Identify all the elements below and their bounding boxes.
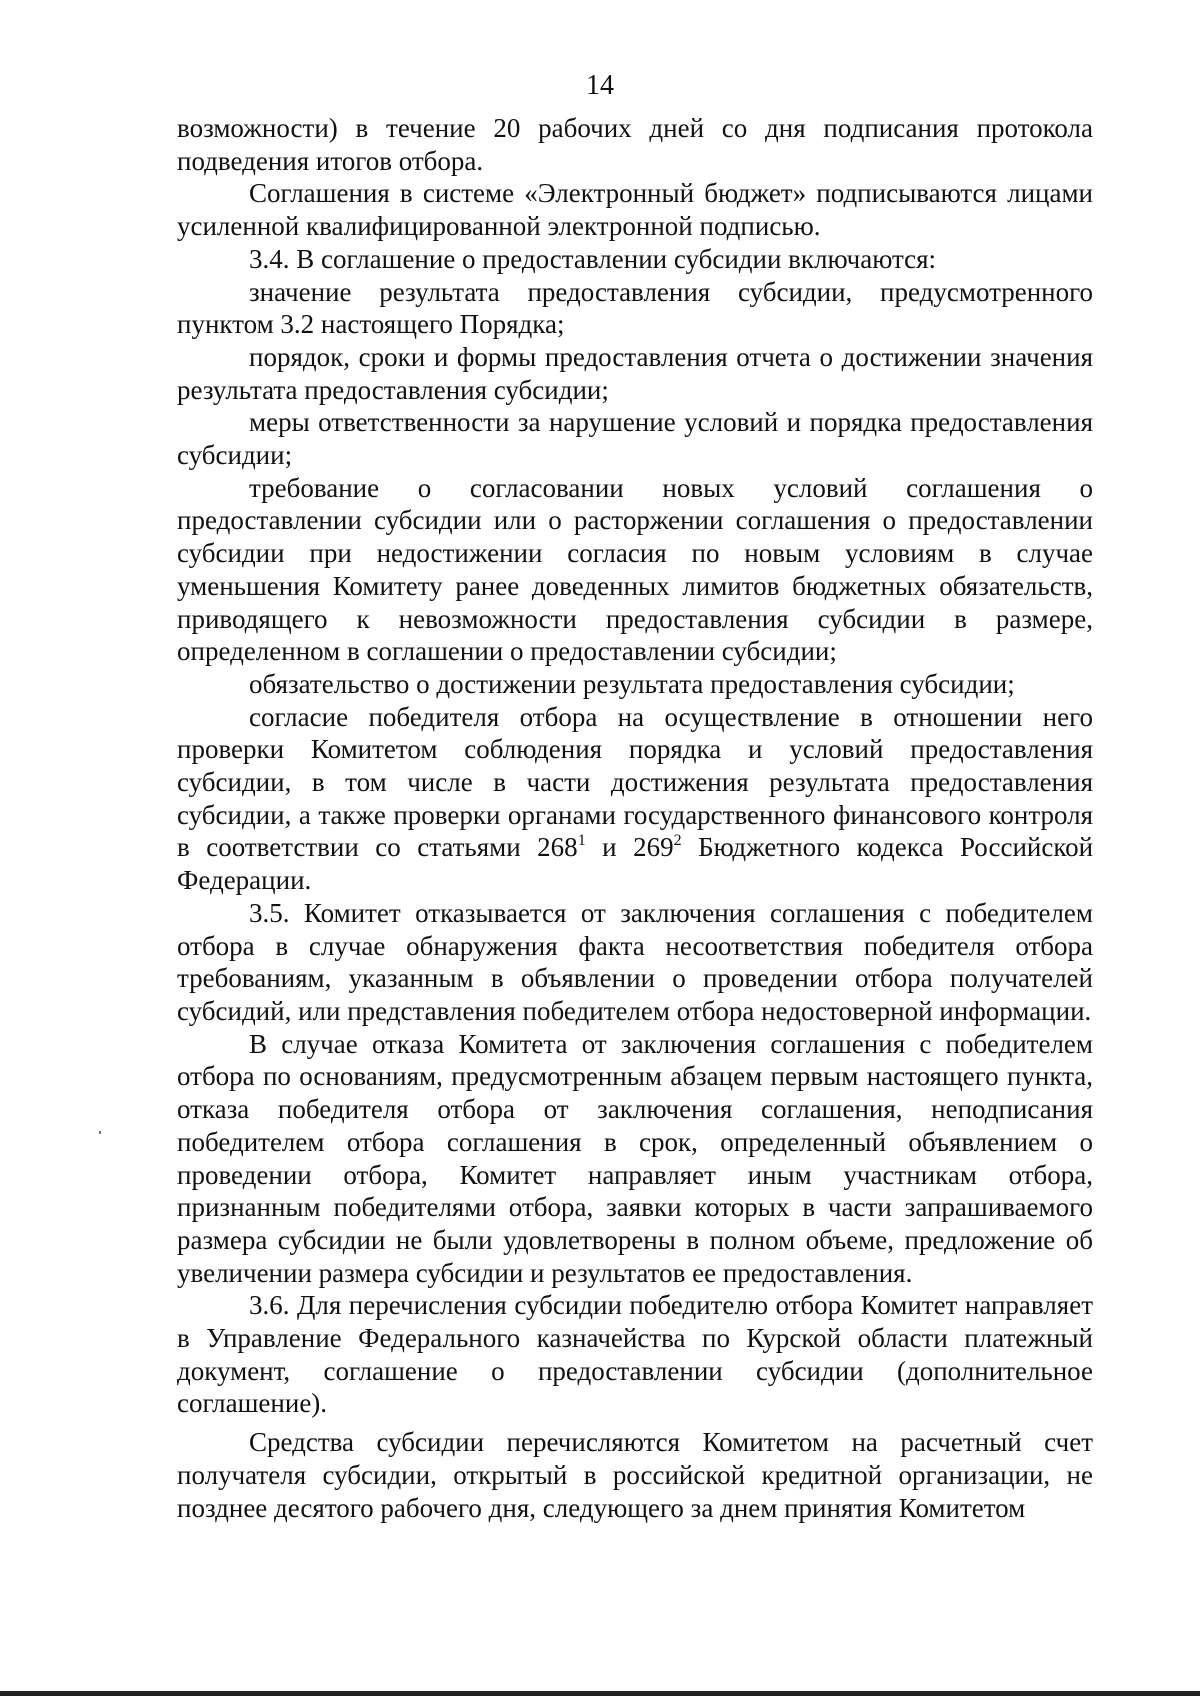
paragraph	[177, 701, 1093, 897]
paragraph: Соглашения в системе «Электронный бюджет» подписываются лицами усиленной квалифицированной электронной подписью.	[177, 178, 1093, 242]
paragraph: обязательство о достижении результата предоставления субсидии;	[249, 668, 1015, 699]
footnote-superscript: 1	[577, 832, 586, 850]
paragraph-text: согласие победителя отбора на осуществление в отношении него проверки Комитетом соблюдения порядка и условий предоставления субсидии, в том числе в части достижения результата предоставления субсидии, а также проверки органами государственного финансового контроля в соответствии со статьями 268	[177, 701, 1093, 863]
paragraph: Средства субсидии перечисляются Комитетом на расчетный счет получателя субсидии, открытый в российской кредитной организации, не позднее десятого рабочего дня, следующего за днем принятия Комитетом	[177, 1427, 1093, 1523]
scan-bottom-edge	[0, 1691, 1200, 1696]
paragraph: В случае отказа Комитета от заключения соглашения с победителем отбора по основаниям, предусмотренным абзацем первым настоящего пункта, отказа победителя отбора от заключения соглашения, неподписания победителем отбора соглашения в срок, определенный объявлением о проведении отбора, Комитет направляет иным участникам отбора, признанным победителями отбора, заявки которых в части запрашиваемого размера субсидии не были удовлетворены в полном объеме, предложение об увеличении размера субсидии и результатов ее предоставления.	[177, 1028, 1093, 1288]
paragraph: меры ответственности за нарушение условий и порядка предоставления субсидии;	[177, 407, 1093, 471]
paragraph: 3.4. В соглашение о предоставлении субсидии включаются:	[249, 243, 937, 274]
scan-artifact	[99, 1131, 101, 1134]
paragraph: порядок, сроки и формы предоставления отчета о достижении значения результата предоставления субсидии;	[177, 341, 1093, 405]
document-body	[177, 112, 1093, 1524]
paragraph-text: Бюджетного кодекса Российской Федерации.	[177, 832, 1094, 896]
paragraph-text: и 269	[585, 832, 674, 863]
paragraph: 3.5. Комитет отказывается от заключения соглашения с победителем отбора в случае обнаружения факта несоответствия победителя отбора требованиям, указанным в объявлении о проведении отбора получателей субсидий, или представления победителем отбора недостоверной информации.	[177, 897, 1093, 1026]
paragraph: требование о согласовании новых условий соглашения о предоставлении субсидии или о расторжении соглашения о предоставлении субсидии при недостижении согласия по новым условиям в случае уменьшения Комитету ранее доведенных лимитов бюджетных обязательств, приводящего к невозможности предоставления субсидии в размере, определенном в соглашении о предоставлении субсидии;	[177, 472, 1093, 667]
page-number: 14	[586, 70, 614, 101]
paragraph: значение результата предоставления субсидии, предусмотренного пунктом 3.2 настоящего Порядка;	[177, 276, 1093, 340]
footnote-superscript: 2	[673, 832, 682, 850]
paragraph: 3.6. Для перечисления субсидии победителю отбора Комитет направляет в Управление Федерального казначейства по Курской области платежный документ, соглашение о предоставлении субсидии (дополнительное соглашение).	[177, 1290, 1093, 1419]
paragraph: возможности) в течение 20 рабочих дней со дня подписания протокола подведения итогов отбора.	[177, 113, 1093, 176]
